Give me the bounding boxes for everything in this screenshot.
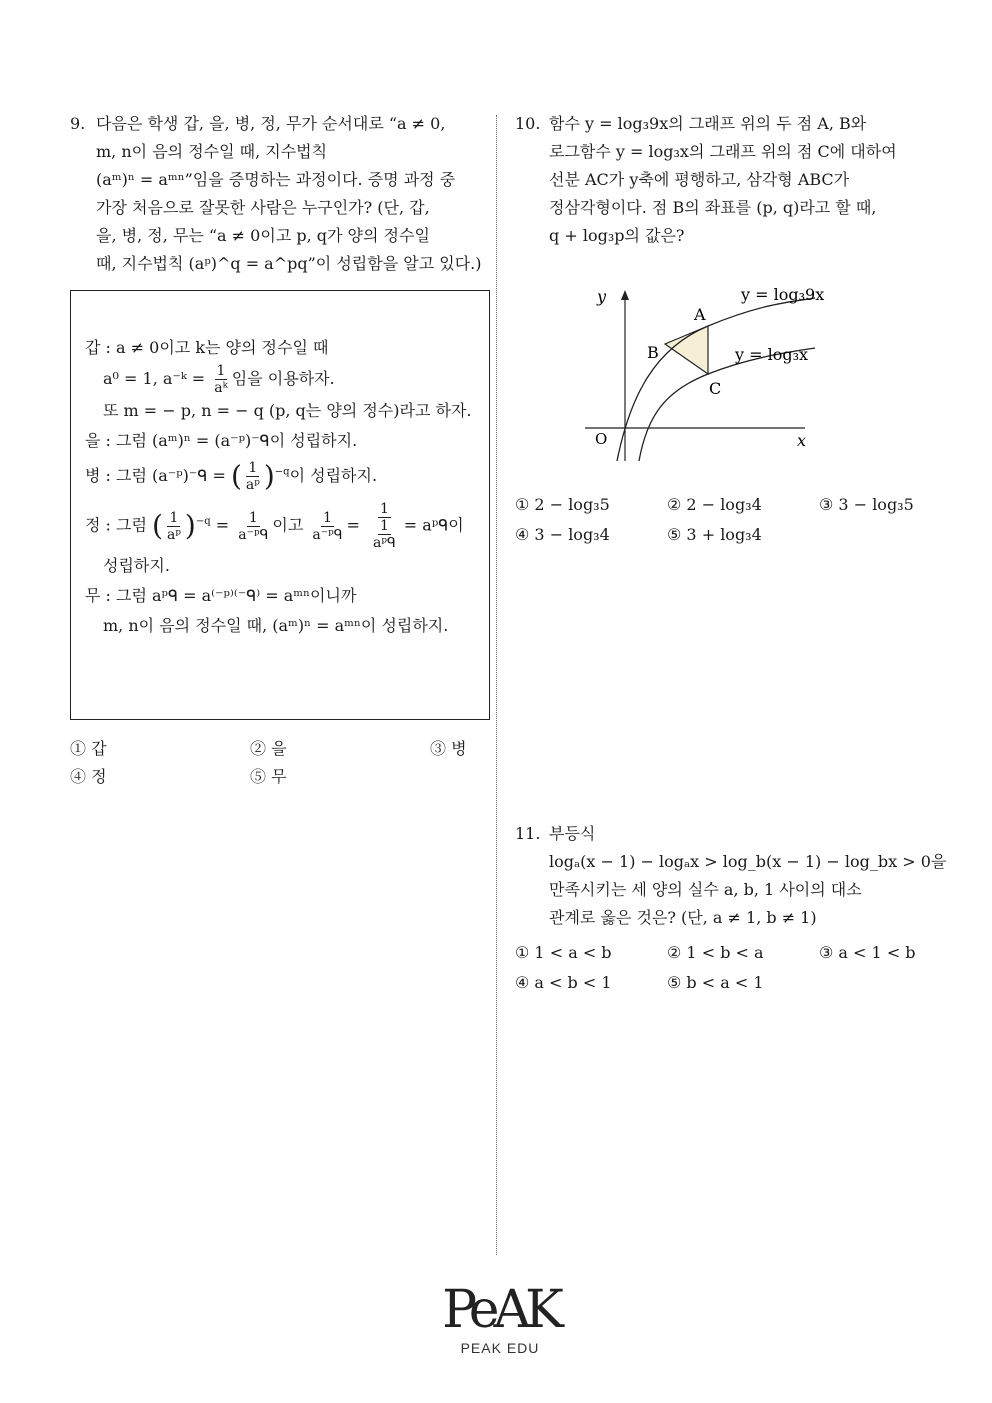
point-c-label: C	[709, 379, 722, 398]
choice-1[interactable]: ① 1 < a < b	[515, 943, 612, 962]
fraction	[165, 510, 183, 543]
choice-4[interactable]: ④ 정	[70, 767, 107, 786]
denominator	[367, 518, 402, 551]
question-text	[96, 110, 494, 278]
question-number: 10.	[515, 114, 541, 133]
question-text	[549, 110, 925, 250]
question-10	[515, 110, 925, 546]
choice-4[interactable]: ④ 3 − log₃4	[515, 525, 610, 544]
fraction	[212, 363, 229, 396]
question-text	[549, 820, 946, 932]
inner-fraction	[371, 518, 398, 551]
denominator: aᵖᑫ	[373, 535, 396, 551]
proof-step-gap-formula	[85, 363, 475, 396]
proof-step-mu-end: m, n이 음의 정수일 때, (aᵐ)ⁿ = aᵐⁿ이 성립하지.	[103, 616, 449, 635]
fraction	[310, 510, 344, 543]
question-line: logₐ(x − 1) − logₐx > log_b(x − 1) − log_bx > 0을	[549, 852, 947, 871]
logo-text: PEAK EDU	[460, 1340, 540, 1356]
question-line: 선분 AC가 y축에 평행하고, 삼각형 ABC가	[549, 170, 850, 189]
triangle-abc	[665, 326, 708, 374]
fraction	[244, 460, 262, 493]
formula-text: = aᵖᑫ이	[403, 515, 464, 535]
numerator: 1	[248, 509, 258, 526]
choice-5[interactable]: ⑤ 3 + log₃4	[667, 525, 762, 544]
answer-choices	[515, 494, 925, 546]
answer-choices	[70, 738, 494, 788]
question-line: 함수 y = log₃9x의 그래프 위의 두 점 A, B와	[549, 114, 867, 133]
log-graph	[585, 286, 845, 466]
question-line: 다음은 학생 갑, 을, 병, 정, 무가 순서대로 “a ≠ 0,	[96, 114, 446, 133]
question-line: 부등식	[549, 824, 596, 843]
fraction	[236, 510, 270, 543]
answer-choices	[515, 942, 925, 994]
question-line: 가장 처음으로 잘못한 사람은 누구인가? (단, 갑,	[96, 198, 430, 217]
choice-3[interactable]: ③ a < 1 < b	[819, 943, 916, 962]
choice-2[interactable]: ② 1 < b < a	[667, 943, 764, 962]
compound-fraction	[367, 501, 402, 551]
formula-text: 병 : 그럼 (a⁻ᵖ)⁻ᑫ =	[85, 466, 231, 485]
equals-sign: =	[215, 515, 230, 535]
choice-4[interactable]: ④ a < b < 1	[515, 973, 612, 992]
y-axis-label: y	[597, 287, 607, 306]
choice-5[interactable]: ⑤ b < a < 1	[667, 973, 764, 992]
equals-sign: =	[346, 515, 360, 535]
column-divider	[496, 115, 497, 1255]
proof-step-gap: 갑 : a ≠ 0이고 k는 양의 정수일 때	[85, 338, 329, 357]
numerator: 1	[379, 518, 389, 534]
choice-2[interactable]: ② 을	[250, 739, 287, 758]
choice-3[interactable]: ③ 병	[430, 739, 467, 758]
choice-3[interactable]: ③ 3 − log₃5	[819, 495, 914, 514]
exponent: −q	[274, 466, 290, 478]
denominator: aᵏ	[214, 380, 228, 396]
choice-2[interactable]: ② 2 − log₃4	[667, 495, 762, 514]
question-line: 때, 지수법칙 (aᵖ)^q = a^pq”이 성립함을 알고 있다.)	[96, 254, 482, 273]
formula-text: 임을 이용하자.	[231, 369, 335, 388]
question-number: 11.	[515, 824, 541, 843]
numerator: 1	[379, 501, 389, 517]
numerator: 1	[216, 363, 226, 379]
proof-step-jeong-end: 성립하지.	[103, 556, 170, 575]
curve2-label: y = log₃x	[735, 345, 809, 364]
y-axis-arrow-icon	[621, 290, 629, 300]
choice-5[interactable]: ⑤ 무	[250, 767, 287, 786]
question-line: 만족시키는 세 양의 실수 a, b, 1 사이의 대소	[549, 880, 862, 899]
question-11	[515, 820, 947, 994]
numerator: 1	[169, 509, 179, 526]
formula-text: 이고	[272, 515, 304, 535]
denominator: aᵖ	[245, 477, 260, 493]
numerator: 1	[323, 509, 332, 526]
formula-text: 정 : 그럼	[85, 515, 147, 535]
exponent: −q	[195, 516, 211, 528]
choice-1[interactable]: ① 갑	[70, 739, 107, 758]
curve1-label: y = log₃9x	[741, 286, 825, 304]
question-number: 9.	[70, 114, 86, 133]
x-axis-label: x	[797, 431, 807, 450]
proof-step-jeong: 정 : 그럼 ( $\frac{1}{\text{aᵖ}}$ )$^{-q}$ = $\frac{1}{\text{a⁻ᵖᑫ}}$ 이고 $\frac{1}{\text{a⁻ᵖᑫ}}$ = $\frac{1}{\frac{1}{\text{aᵖᑫ}}}$ = aᵖᑫ이	[85, 501, 464, 551]
question-line: m, n이 음의 정수일 때, 지수법칙	[96, 142, 328, 161]
question-line: 로그함수 y = log₃x의 그래프 위의 점 C에 대하여	[549, 142, 897, 161]
question-9	[70, 110, 494, 788]
choice-1[interactable]: ① 2 − log₃5	[515, 495, 610, 514]
question-line: 정삼각형이다. 점 B의 좌표를 (p, q)라고 할 때,	[549, 198, 877, 217]
origin-label: O	[595, 430, 608, 448]
formula-text: 이 성립하지.	[289, 466, 378, 485]
curve-log3-x	[639, 348, 815, 461]
question-line: (aᵐ)ⁿ = aᵐⁿ”임을 증명하는 과정이다. 증명 과정 중	[96, 170, 456, 189]
point-b-label: B	[647, 343, 659, 362]
logo-mark: PeAK	[442, 1280, 558, 1340]
proof-step-gap-sub: 또 m = − p, n = − q (p, q는 양의 정수)라고 하자.	[103, 401, 472, 420]
proof-box	[70, 290, 490, 720]
question-line: 관계로 옳은 것은? (단, a ≠ 1, b ≠ 1)	[549, 908, 817, 927]
point-a-label: A	[694, 305, 706, 324]
formula-text: a⁰ = 1, a⁻ᵏ =	[103, 369, 211, 388]
denominator: a⁻ᵖᑫ	[312, 526, 343, 543]
proof-step-byeong: 병 : 그럼 (a⁻ᵖ)⁻ᑫ = ( $\frac{1}{\text{aᵖ}}$ )$^{-q}$이 성립하지.	[85, 459, 378, 493]
peak-edu-logo	[440, 1280, 560, 1356]
numerator: 1	[248, 460, 258, 476]
denominator: aᵖ	[166, 526, 181, 543]
proof-step-eul: 을 : 그럼 (aᵐ)ⁿ = (a⁻ᵖ)⁻ᑫ이 성립하지.	[85, 431, 358, 450]
denominator: a⁻ᵖᑫ	[238, 526, 269, 543]
question-line: 을, 병, 정, 무는 “a ≠ 0이고 p, q가 양의 정수일	[96, 226, 430, 245]
question-line: q + log₃p의 값은?	[549, 226, 685, 245]
proof-step-mu: 무 : 그럼 aᵖᑫ = a⁽⁻ᵖ⁾⁽⁻ᑫ⁾ = aᵐⁿ이니까	[85, 586, 357, 605]
